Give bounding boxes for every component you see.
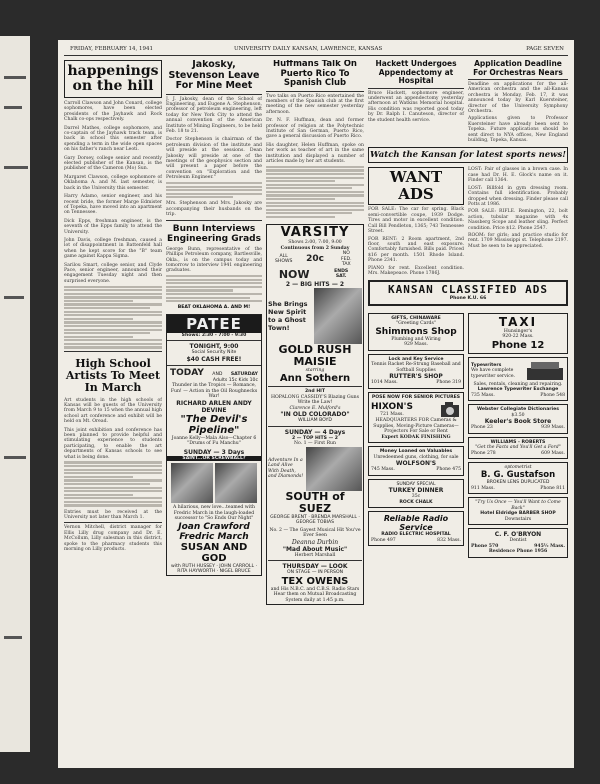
- happenings-heading: happenings on the hill: [67, 63, 159, 94]
- classified-banner: [368, 280, 568, 306]
- rock-chalk-ad: [368, 479, 464, 509]
- varsity-tex: TEX OWENS: [281, 575, 349, 587]
- radio-addr: 832 Mass.: [437, 537, 461, 543]
- lilly-story: Vernon Mitchell, district manager for Ellis Lilly drug company and Dr. E. McCollum, Lilly salesman in this district, spoke to the pharmacy students this morning on Lilly products.: [64, 525, 162, 553]
- keeler-addr: 939 Mass.: [541, 425, 565, 431]
- happenings-para-8: Sarilou Smart, college senior, and Clyde Pace, senior engineer, announced their engagement Tuesday night and then surprised everyone.: [64, 262, 162, 284]
- varsity-no2: No. 2 — The Gayest Musical Hit You've Ever Seen: [269, 527, 361, 539]
- lawrence-addr: 735 Mass.: [471, 392, 495, 398]
- varsity-second-movie: "IN OLD COLORADO": [280, 411, 350, 419]
- varsity-second-star: Clarence E. Mulford's: [289, 405, 341, 411]
- keeler-name: Keeler's Book Store: [484, 418, 552, 426]
- patee-saturday: SATURDAY: [230, 372, 258, 378]
- shimmons-sub: Plumbing and Wiring: [391, 336, 441, 342]
- patee-cash: $40 CASH FREE!: [186, 355, 242, 363]
- want-ad-2: FOR RENT: 2 Room apartment, 2nd floor, south and east exposure. Comfortably furnished. Bills paid. Priced $16 per month. 1501 Rhode Island. Phone 2341.: [368, 236, 464, 264]
- crawford-photo: [171, 463, 213, 503]
- shimmons-addr: 929 Mass.: [404, 342, 428, 348]
- hixon-ad: [368, 392, 464, 444]
- gustafson-name: B. G. Gustafson: [480, 469, 556, 480]
- radio-ad: [368, 511, 464, 546]
- patee-sunday-cast: with RUTH HUSSEY · JOHN CARROLL · RITA HAYWORTH · NIGEL BRUCE: [171, 563, 257, 575]
- williams-ad: [468, 437, 568, 460]
- artists-story-1: Art students in the high schools of Kansas will be guests of the University from March 9 to 15 when the annual high school art conference and exhibit will be held on Mt. Oread.: [64, 397, 162, 425]
- patee-tonight: TONIGHT, 9:00: [189, 343, 239, 351]
- ann-sothern-photo: [314, 288, 362, 344]
- classified-title: KANSAN CLASSIFIED ADS: [387, 283, 549, 297]
- masthead-paper: UNIVERSITY DAILY KANSAN, LAWRENCE, KANSAS: [234, 46, 383, 52]
- gustafson-broken: BROKEN LENS DUPLICATED: [486, 480, 550, 486]
- patee-serial: Joanne Kelly—Mala Also—Chapter 6 "Drums of Fu Manchu": [171, 435, 257, 447]
- varsity-all-shows: ALL SHOWS: [274, 253, 293, 265]
- turkey-price: 35c: [411, 494, 421, 500]
- patee-social: Social Security Nite: [191, 350, 237, 356]
- varsity-second-hit: 2nd HIT: [304, 389, 326, 395]
- patee-movie: "The Devil's Pipeline": [180, 413, 248, 436]
- want-ad-7: ROOM: for girls; and practice studio for rent. 1709 Mississippi st. Telephone 2197. Must be seen to be appreciated.: [468, 232, 568, 249]
- want-ad-4: LOST: Pair of glasses in a brown case. In case had Dr. H. E. Glock's name on it. Finder call 1364.: [468, 167, 568, 184]
- obryon-ad: [468, 528, 568, 558]
- orchestra-story-2: Applications given to Professor Kuersteiner have already been sent to Topeka. Future applications should be sent direct to NYA offices, New England building, Topeka, Kansas.: [468, 116, 568, 144]
- varsity-sunday-first: No. 1 — First Run: [294, 441, 336, 447]
- obryon-addr: 945½ Mass.: [534, 543, 565, 549]
- patee-name: PATEE: [167, 315, 261, 333]
- williams-addr: 609 Mass.: [541, 450, 565, 456]
- varsity-tex-tag: and His N.B.C. and C.B.S. Radio Stars: [270, 586, 360, 592]
- rutter-ad: [368, 354, 464, 389]
- huffman-heading: Huffmans Talk On Puerto Rico To Spanish Club: [273, 60, 357, 88]
- hixon-name: HIXON'S: [371, 401, 413, 412]
- patee-shows: Shows: 2:30 - 7:00 - 9:30: [181, 332, 247, 338]
- hixon-kodak: Expert KODAK FINISHING: [381, 434, 451, 440]
- varsity-sunday: SUNDAY — 4 Days: [284, 428, 346, 436]
- beat-oklahoma: BEAT OKLAHOMA A. AND M!: [177, 305, 251, 311]
- keeler-ad: [468, 404, 568, 434]
- varsity-sunday-movie: SOUTH of SUEZ: [285, 489, 345, 515]
- varsity-no-fed: NO FED. TAX: [341, 251, 352, 268]
- jakosky-story-3: Mrs. Stephenson and Mrs. Jakosky are accompanying their husbands on the trip.: [166, 201, 262, 218]
- shimmons-ad: [368, 313, 464, 351]
- williams-name: WILLIAMS - ROBERTS: [490, 439, 546, 445]
- masthead: [64, 44, 568, 56]
- varsity-sunday-tag: Adventure In a Land Alive With Death, and Diamonds!: [268, 457, 304, 480]
- varsity-name: VARSITY: [280, 225, 350, 241]
- varsity-no2-cast: Herbert Marshall: [294, 552, 336, 558]
- money-sub: Unredeemed guns, clothing, for sale: [373, 454, 459, 460]
- jakosky-heading: Jakosky, Stevenson Leave For Mine Meet: [168, 60, 260, 91]
- barber-ad: [468, 497, 568, 525]
- webster-price: $3.50: [511, 412, 525, 418]
- reliable-title: Reliable Radio Service: [383, 514, 449, 533]
- keeler-phone: Phone 23: [471, 425, 493, 431]
- text-lines: [64, 461, 162, 506]
- taxi-title: TAXI: [498, 314, 538, 329]
- obryon-name: C. F. O'BRYON: [494, 531, 542, 539]
- wolfson-phone: Phone 475: [436, 467, 461, 473]
- rutter-name: RUTTER'S SHOP: [389, 373, 443, 381]
- column-1: [64, 60, 162, 760]
- radio-hospital: RADIO ELECTRIC HOSPITAL: [381, 532, 451, 538]
- varsity-movie: GOLD RUSH MAISIE: [278, 342, 352, 368]
- varsity-price: 20c: [306, 254, 324, 265]
- taxi-ad: [468, 313, 568, 354]
- orchestra-heading: Application Deadline For Orchestras Nears: [473, 60, 563, 77]
- taxi-phone: Phone 12: [491, 339, 545, 351]
- varsity-tag: She Brings New Spirit to a Ghost Town!: [268, 299, 308, 332]
- varsity-second-tag: HOPALONG CASSIDY'S Blazing Guns Write the Law!: [271, 394, 359, 406]
- varsity-hits: 2 — BIG HITS — 2: [285, 280, 345, 288]
- varsity-ad: [266, 224, 364, 605]
- varsity-shows: Shows 2:00, 7:00, 9:00: [288, 240, 342, 246]
- column-3: [266, 60, 364, 760]
- gifts-title: GIFTS, CHINAWARE: [391, 315, 441, 321]
- varsity-star: Ann Sothern: [279, 373, 351, 385]
- wolfson-ad: [368, 446, 464, 476]
- newspaper-page: [58, 40, 574, 768]
- lawrence-name: Lawrence Typewriter Exchange: [477, 387, 559, 393]
- patee-sunday-tag: A hilarious, new love...teamed with Fredric March in the laugh-loaded successor to "So Ends Our Night": [172, 505, 256, 522]
- patee-sunday-movie: SUSAN AND GOD: [180, 541, 248, 564]
- masthead-date: FRIDAY, FEBRUARY 14, 1941: [70, 46, 154, 52]
- south-of-suez-photo: [306, 447, 362, 491]
- classified-phone: Phone K.U. 66: [449, 296, 487, 302]
- jakosky-story-1: J. J. Jakosky, dean of the School of Engineering, and Eugene A. Stephenson, professor of petroleum engineering, left today for New York City to attend the annual convention of the American Institute of Mining Engineers, to be held Feb. 18 to 21.: [166, 96, 262, 134]
- happenings-para-4: Margaret Clawson, college sophomore of Oklahoma A. and M. last semester, is back in the University this semester.: [64, 174, 162, 191]
- camera-icon: [439, 400, 461, 418]
- money-title: Money Loaned on Valuables: [379, 449, 453, 455]
- pose-title: POSE NOW FOR SENIOR PICTURES: [371, 394, 461, 400]
- sports-banner-text: Watch the Kansan for latest sports news!: [369, 150, 566, 161]
- lock-sub: Tennis Racket Re-Strung Baseball and Softball Supplies: [371, 362, 461, 373]
- want-ad-1: FOR SALE: The car for spring. Black semi-convertible coupe, 1939 Dodge. Tires and motor in excellent condition. Call Bill Pendleton, 1365; 743 Tennessee Street.: [368, 207, 464, 235]
- varsity-no2-movie: "Mad About Music": [282, 545, 348, 553]
- patee-sunday-stars: Joan Crawford Fredric March: [178, 521, 250, 542]
- hackett-heading: Hackett Undergoes Appendectomy at Hospital: [375, 60, 457, 85]
- text-lines: [64, 286, 162, 349]
- varsity-starring: starring: [305, 367, 325, 373]
- huffman-story-1: Two talks on Puerto Rico entertained the members of the Spanish club at the first meeting of the new semester yesterday afternoon.: [266, 93, 364, 115]
- varsity-second-cast: WILLIAM BOYD: [298, 418, 332, 424]
- bunn-heading: Bunn Interviews Engineering Grads: [167, 223, 261, 244]
- jakosky-story-2: Doctor Stephenson is chairman of the petroleum division of the institute and will preside at the sessions. Dean Jakosky will preside at one of the meetings of the geophysics section and will present a paper before the convention on "Exploration and the Petroleum Engineer.": [166, 137, 262, 181]
- hixon-hq: HEADQUARTERS FOR Cameras & Supplies, Moving-Picture Cameras—Projectors For Sale or Rent: [373, 418, 459, 435]
- right-section: [368, 60, 568, 760]
- text-lines: [166, 182, 262, 199]
- obryon-phone: Phone 570: [471, 543, 499, 549]
- optometrist-label: optometrist: [504, 465, 532, 471]
- varsity-thursday: THURSDAY — LOOK: [282, 563, 348, 571]
- varsity-on-stage: ON STAGE — IN PERSON: [287, 570, 343, 576]
- varsity-sunday-cast: GEORGE BRENT · BRENDA MARSHALL · GEORGE TOBIAS: [270, 514, 360, 526]
- huffman-story-3: His daughter, Helen Huffman, spoke on her work as teacher of art in the same institution and displayed a number of articles made by her art students.: [266, 142, 364, 164]
- typewriters-sub: We have complete typewriter service.: [471, 368, 516, 379]
- sunday-special: SUNDAY SPECIAL: [396, 481, 436, 487]
- rutter-phone: Phone 319: [436, 380, 461, 386]
- hackett-story: Bruce Hackett, sophomore engineer, underwent an appendectomy yesterday afternoon at Watkins Memorial hospital. His condition was reported good today by Dr. Ralph I. Canuteson, director of the student health service.: [368, 90, 464, 123]
- orchestra-story-1: Deadline on applications for the all-American orchestra and the all-Kansas orchestra is Monday, Feb. 17, it was announced today by Karl Kuersteiner, director of the University Symphony Orchestra.: [468, 82, 568, 115]
- patee-today: TODAY: [170, 367, 204, 378]
- happenings-para-2: Darrel Mathes, college sophomore, and co-captain of the Jayhawk track team, is back in school this semester after spending a term in the wide open spaces on his father's ranch near Leoti.: [64, 125, 162, 153]
- want-ad-5: LOST: Billfold in gym dressing room. Contains full identification. Probably dropped when dressing. Finder please call Potts at 1986.: [468, 185, 568, 207]
- webster-title: Webster Collegiate Dictionaries: [477, 407, 559, 413]
- varsity-no2-star: Deanna Durbin: [291, 538, 339, 546]
- gustafson-ad: [468, 462, 568, 494]
- want-ads-title: WANT ADS: [389, 168, 443, 204]
- wolfson-addr: 745 Mass.: [371, 467, 395, 473]
- varsity-continuous: Continuous from 2 Sunday: [280, 245, 350, 251]
- happenings-para-6: Dick Epps, freshman engineer, is the seventh of the Epps family to attend the University.: [64, 218, 162, 235]
- taxi-addr: 920-22 Mass.: [502, 334, 534, 340]
- march-photo: [215, 463, 257, 503]
- taxi-sub: Hunsinger's: [503, 328, 533, 334]
- varsity-ends: ENDS SAT.: [334, 268, 349, 280]
- patee-prices: Adults 15c Kids 10c: [212, 377, 258, 383]
- happenings-para-7: John Davis, college freshman, caused a lot of disappointment in Battenfeld hall when he kept score for the "B" team game against Kappa Sigma.: [64, 237, 162, 260]
- patee-sunday: SUNDAY — 3 Days: [183, 448, 245, 456]
- patee-sunday-title: SAINT...OR SCREWBALL?: [167, 456, 261, 462]
- want-ad-6: FOR SALE: RIFLE. Remington, 22, bolt action, tubular magazine with 4x Nassberg Scope and leather sling. Perfect condition. Price $12. Phone 2547.: [468, 209, 568, 231]
- artists-story-3: Entries must be received at the University not later than March 1.: [64, 509, 162, 520]
- typewriter-icon: [525, 360, 565, 382]
- varsity-now: NOW: [278, 267, 310, 281]
- patee-ad: [166, 314, 262, 576]
- radio-phone: Phone 497: [371, 537, 396, 543]
- want-ads-box: [368, 167, 464, 205]
- barber-sub: Downstairs: [504, 516, 532, 522]
- adjacent-page-edge: [0, 36, 30, 752]
- lock-title: Lock and Key Service: [388, 356, 444, 362]
- typewriters-sub-2: Sales, rentals, cleaning and repairing.: [473, 381, 563, 387]
- column-2: [166, 60, 262, 760]
- shimmons-name: Shimmons Shop: [375, 326, 457, 337]
- masthead-page: PAGE SEVEN: [526, 46, 564, 52]
- wolfson-name: WOLFSON'S: [395, 460, 437, 468]
- huffman-story-2: Dr. N. F. Huffman, dean and former professor of religion at the Polytechnic Institute of San German, Puerto Rico, gave a general discussion of Puerto Rico.: [266, 118, 364, 140]
- sports-banner: [368, 147, 568, 163]
- williams-phone: Phone 278: [471, 450, 496, 456]
- text-lines: [166, 275, 262, 302]
- patee-stars: RICHARD ARLEN ANDY DEVINE: [176, 399, 252, 414]
- patee-and: AND: [212, 372, 223, 378]
- obryon-residence: Residence Phone 1956: [488, 549, 548, 555]
- lawrence-phone: Phone 548: [540, 392, 565, 398]
- hixon-addr: 721 Mass.: [380, 411, 404, 417]
- typewriter-ad: [468, 357, 568, 402]
- gustafson-addr: 911 Mass.: [471, 485, 495, 491]
- happenings-para-3: Gary Dorsey, college senior and recently elected publisher of the Kansan, is the publisher of the Cameron (Mo) Sun.: [64, 155, 162, 172]
- try-us: "Try Us Once — You'll Want to Come Back": [475, 500, 561, 511]
- patee-teaser: Thunder in the Tropics — Romance, Fun! — Action in the Oil Roughnecks War!: [170, 383, 258, 400]
- varsity-sunday-hits: 2 — TOP HITS — 2: [292, 435, 338, 441]
- rutter-addr: 1014 Mass.: [371, 380, 398, 386]
- happenings-lead: Carroll Clawson and John Conard, college sophomores, have been elected presidents of the Jayhawk and Rock Chalk co-ops respectively.: [64, 101, 162, 123]
- bunn-story: George Bunn, representative of the Phillips Petroleum company, Bartlesville, Okla., is on the campus today and tomorrow to interview 1941 engineering graduates.: [166, 246, 262, 274]
- want-ad-3: PIANO for rent. Excellent condition. Mrs. Makepeace. Phone 1786J.: [368, 265, 464, 276]
- barber-name: Hotel Eldridge BARBER SHOP: [480, 511, 556, 517]
- text-lines: [266, 166, 364, 218]
- typewriters-title: Typewriters: [471, 362, 502, 368]
- happenings-para-5: Harry Adamo, senior engineer, and his recent bride, the former Marge Edmister of Topeka, have moved into an apartment on Tennessee.: [64, 194, 162, 216]
- turkey-dinner: TURKEY DINNER: [388, 487, 444, 495]
- gifts-sub: "Greeting Cards": [396, 321, 436, 327]
- dentist-label: Dentist: [509, 538, 527, 544]
- rock-chalk-name: ROCK CHALK: [399, 499, 433, 505]
- artists-heading: High School Artists To Meet In March: [65, 356, 161, 394]
- gustafson-phone: Phone 811: [540, 485, 565, 491]
- varsity-tex-note: Hear them on Mutual Broadcasting System daily at 1:45 p.m.: [273, 592, 357, 603]
- williams-tag: "Get the Facts and You'll Get a Ford": [475, 445, 561, 451]
- artists-story-2: This joint exhibition and conference has been planned to provide helpful and stimulating experience to students participating, to enable the art departments of Kansas schools to see what is being done.: [64, 427, 162, 460]
